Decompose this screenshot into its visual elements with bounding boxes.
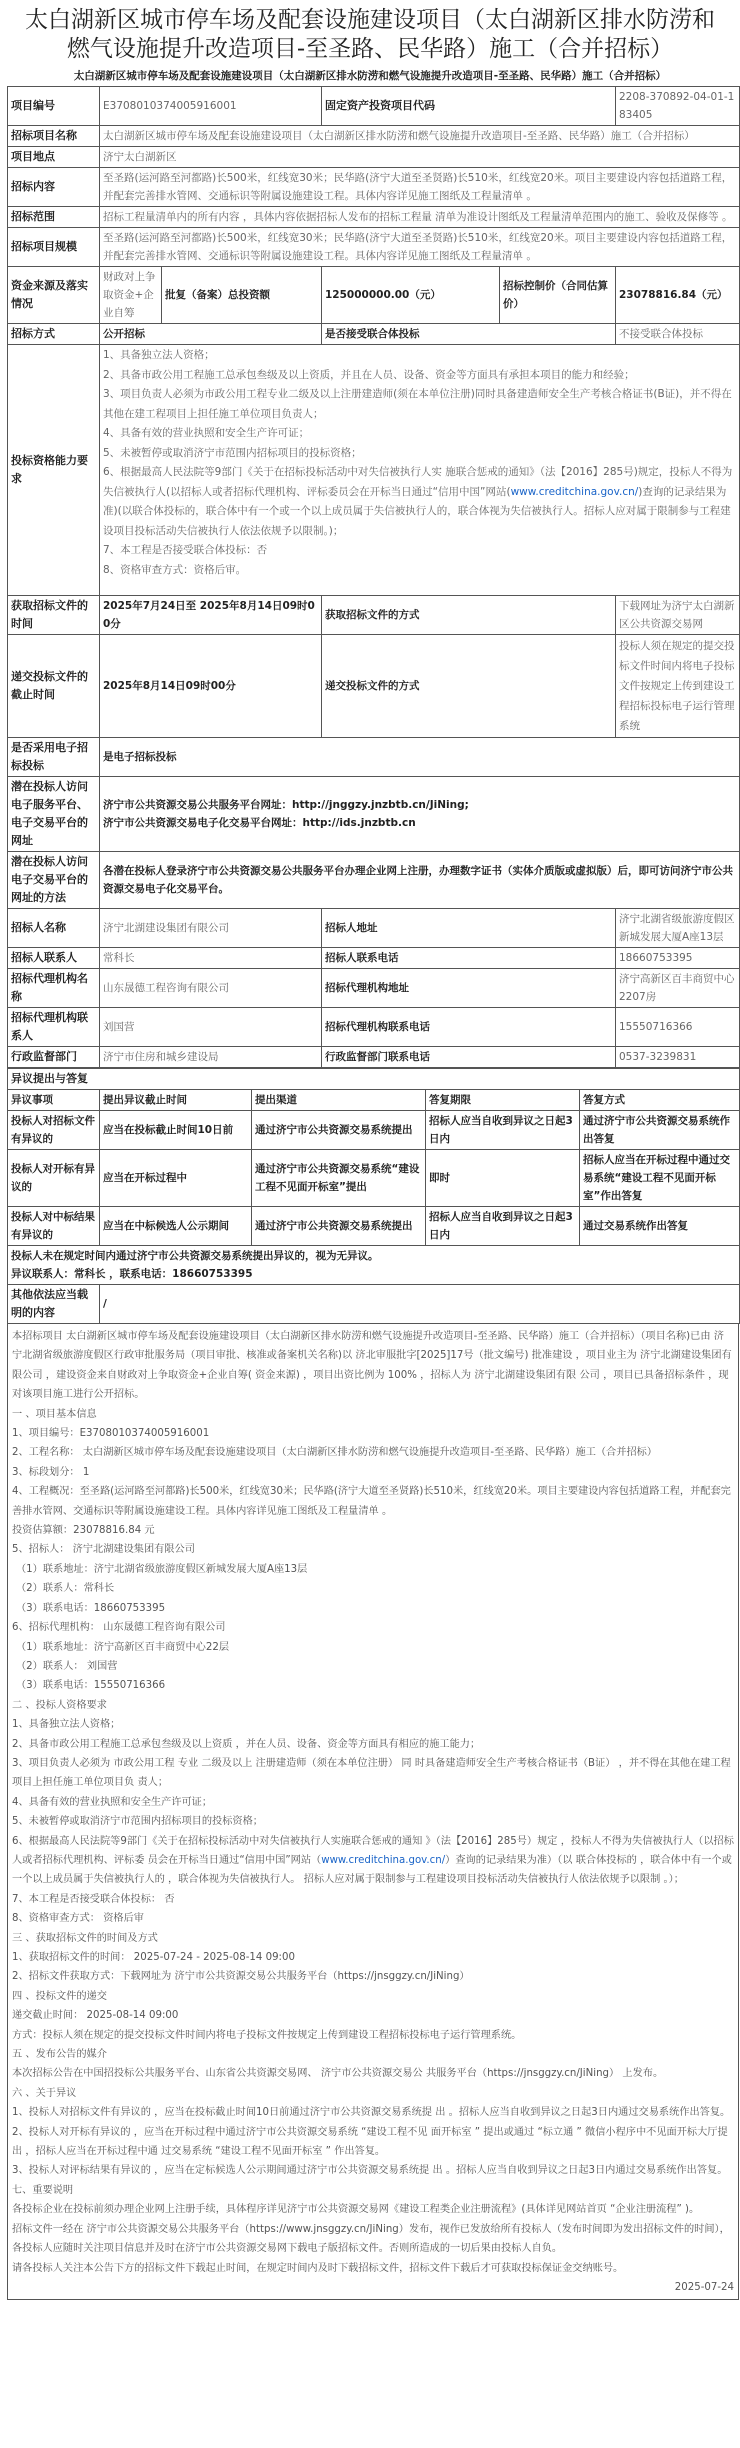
objection-table bbox=[7, 1068, 740, 1324]
project-no-value: E3708010374005916001 bbox=[100, 87, 322, 126]
objection-contact: 异议联系人：常科长 ，联系电话：18660753395 bbox=[11, 1268, 253, 1280]
objection-cell: 通过济宁市公共资源交易系统作出答复 bbox=[580, 1111, 740, 1150]
tenderer-address-label: 招标人地址 bbox=[322, 909, 616, 948]
location-value: 济宁太白湖新区 bbox=[100, 147, 740, 168]
table-row bbox=[8, 324, 740, 345]
method-value: 公开招标 bbox=[100, 324, 322, 345]
qual-item: 1、具备独立法人资格； bbox=[103, 349, 215, 361]
supervisor-phone-value: 0537-3239831 bbox=[616, 1047, 740, 1068]
access-method-value: 各潜在投标人登录济宁市公共资源交易公共服务平台办理企业网上注册，办理数字证书（实体介质版或虚拟版）后，即可访问济宁市公共资源交易电子化交易平台。 bbox=[100, 852, 740, 909]
section-heading: 五 、发布公告的媒介 bbox=[12, 2049, 107, 2061]
body-line: （3）联系电话：18660753395 bbox=[16, 1602, 166, 1614]
section-heading: 一 、项目基本信息 bbox=[12, 1408, 97, 1420]
body-line: 3、投标人对评标结果有异议的 ，应当在定标候选人公示期间通过济宁市公共资源交易系统提 出 。招标人应当自收到异议之日起3日内通过交易系统作出答复。 bbox=[12, 2165, 728, 2177]
content-label: 招标内容 bbox=[8, 168, 100, 207]
objection-header-row bbox=[8, 1090, 740, 1111]
supervisor-phone-label: 行政监督部门联系电话 bbox=[322, 1047, 616, 1068]
qual-item-6-text-end: )查询的记录结果为准)(以联合体投标的，联合体中有一个或一个以上成员属于失信被执行人的，联合体视为失信被执行人。招标人应对属于限制参与工程建设项目投标活动失信被执行人依法依规予以限制。)； bbox=[103, 485, 731, 537]
objection-cell: 招标人应当自收到异议之日起3日内 bbox=[426, 1207, 580, 1246]
tenderer-contact-label: 招标人联系人 bbox=[8, 948, 100, 969]
body-line: （1）联系地址：济宁高新区百丰商贸中心22层 bbox=[16, 1641, 230, 1653]
consortium-label: 是否接受联合体投标 bbox=[322, 324, 616, 345]
objection-note: 投标人未在规定时间内通过济宁市公共资源交易系统提出异议的，视为无异议。 bbox=[11, 1250, 379, 1262]
body-line: 2、具备市政公用工程施工总承包叁级及以上资质 ，并在人员、设备、资金等方面具有相应的施工能力； bbox=[12, 1738, 481, 1750]
body-line bbox=[12, 1832, 734, 1890]
section-heading: 二 、投标人资格要求 bbox=[12, 1699, 107, 1711]
objection-cell: 投标人对中标结果有异议的 bbox=[8, 1207, 100, 1246]
project-name-label: 招标项目名称 bbox=[8, 126, 100, 147]
electronic-value: 是电子招标投标 bbox=[100, 738, 740, 777]
get-method-value: 下载网址为济宁太白湖新区公共资源交易网 bbox=[616, 596, 740, 635]
column-header: 异议事项 bbox=[8, 1090, 100, 1111]
table-row bbox=[8, 267, 740, 324]
body-line: 各投标企业在投标前须办理企业网上注册手续，具体程序详见济宁市公共资源交易网《建设工程类企业注册流程》(具体详见网站首页 “企业注册流程” )。 bbox=[12, 2204, 700, 2216]
qual-item-6-text: 6、根据最高人民法院等9部门《关于在招标投标活动中对失信被执行人实 施联合惩戒的通知》（法【2016】285号)规定，投标人不得为失信被执行人(以招标人或者招标代理机构、评标委员会在开标当日通过“信用中国”网站( bbox=[103, 466, 733, 498]
column-header: 答复方式 bbox=[580, 1090, 740, 1111]
objection-row bbox=[8, 1111, 740, 1150]
table-row bbox=[8, 969, 740, 1008]
table-row bbox=[8, 228, 740, 267]
body-line: 本次招标公告在中国招投标公共服务平台、山东省公共资源交易网、 济宁市公共资源交易公 共服务平台（https://jnsggzy.cn/JiNing） 上发布。 bbox=[12, 2068, 664, 2080]
e-trading-platform-link[interactable]: 济宁市公共资源交易电子化交易平台网址：http://ids.jnzbtb.cn bbox=[103, 817, 416, 829]
body-line: 4、具备有效的营业执照和安全生产许可证； bbox=[12, 1796, 213, 1808]
qual-item: 3、项目负责人必须为市政公用工程专业二级及以上注册建造师(须在本单位注册)同时具备建造师安全生产考核合格证书(B证)，并不得在其他在建工程项目上担任施工单位项目负责人； bbox=[103, 388, 732, 420]
table-row bbox=[8, 596, 740, 635]
submit-method-label: 递交投标文件的方式 bbox=[322, 635, 616, 738]
objection-cell: 应当在中标候选人公示期间 bbox=[100, 1207, 252, 1246]
objection-cell: 投标人对开标有异议的 bbox=[8, 1150, 100, 1207]
section-heading: 七、重要说明 bbox=[12, 2184, 74, 2196]
qual-item: 5、未被暂停或取消济宁市范围内招标项目的投标资格； bbox=[103, 446, 362, 459]
method-label: 招标方式 bbox=[8, 324, 100, 345]
project-name-value: 太白湖新区城市停车场及配套设施建设项目（太白湖新区排水防涝和燃气设施提升改造项目-至圣路、民华路）施工（合并招标） bbox=[100, 126, 740, 147]
fund-value: 财政对上争取资金+企业自筹 bbox=[100, 267, 162, 324]
objection-cell: 应当在开标过程中 bbox=[100, 1150, 252, 1207]
fixed-code-label: 固定资产投资项目代码 bbox=[322, 87, 616, 126]
scale-label: 招标项目规模 bbox=[8, 228, 100, 267]
objection-notes bbox=[8, 1246, 740, 1285]
section-heading: 四 、投标文件的递交 bbox=[12, 1990, 107, 2002]
scale-value: 至圣路(运河路至河都路)长500米，红线宽30米；民华路(济宁大道至圣贤路)长510米，红线宽20米。项目主要建设内容包括道路工程，并配套完善排水管网、交通标识等附属设施建设工程。具体内容详见施工图纸及工程量清单 。 bbox=[100, 228, 740, 267]
tenderer-contact-value: 常科长 bbox=[100, 948, 322, 969]
objection-cell: 通过济宁市公共资源交易系统提出 bbox=[252, 1111, 426, 1150]
objection-cell: 即时 bbox=[426, 1150, 580, 1207]
total-invest-value: 125000000.00（元） bbox=[322, 267, 500, 324]
creditchina-link[interactable]: www.creditchina.gov.cn/ bbox=[510, 485, 639, 498]
table-row bbox=[8, 87, 740, 126]
page-subtitle: 太白湖新区城市停车场及配套设施建设项目（太白湖新区排水防涝和燃气设施提升改造项目-至圣路、民华路）施工（合并招标） bbox=[73, 70, 667, 82]
table-row bbox=[8, 635, 740, 738]
qual-item: 8、资格审查方式：资格后审。 bbox=[103, 563, 247, 576]
table-row bbox=[8, 147, 740, 168]
table-row bbox=[8, 126, 740, 147]
supervisor-label: 行政监督部门 bbox=[8, 1047, 100, 1068]
public-service-platform-link[interactable]: 济宁市公共资源交易公共服务平台网址：http://jnggzy.jnzbtb.cn/JiNing; bbox=[103, 799, 469, 811]
body-line: 7、本工程是否接受联合体投标： 否 bbox=[12, 1893, 175, 1905]
project-no-label: 项目编号 bbox=[8, 87, 100, 126]
table-row bbox=[8, 738, 740, 777]
body-line: （2）联系人：常科长 bbox=[16, 1583, 115, 1595]
scope-label: 招标范围 bbox=[8, 207, 100, 228]
fund-label: 资金来源及落实情况 bbox=[8, 267, 100, 324]
agency-contact-label: 招标代理机构联系人 bbox=[8, 1008, 100, 1047]
body-line: 2、招标文件获取方式：下载网址为 济宁市公共资源交易公共服务平台（https://jnsggzy.cn/JiNing） bbox=[12, 1971, 470, 1983]
column-header: 答复期限 bbox=[426, 1090, 580, 1111]
body-line: （2）联系人： 刘国营 bbox=[16, 1660, 118, 1672]
body-text: ）查询的记录结果为准）（以 联合体投标的 ，联合体中有一个或一个以上成员属于失信被执行人的 ，联合体视为失信被执行人。 招标人应对属于限制参与工程建设项目投标活动失信被执行人依法依规予以限制 。）； bbox=[12, 1854, 732, 1886]
body-line: 3、项目负责人必须为 市政公用工程 专业 二级及以上 注册建造师（须在本单位注册） 同 时具备建造师安全生产考核合格证书（B证） ，并不得在其他在建工程项目上担任施工单位项目负 责人； bbox=[12, 1757, 731, 1789]
tenderer-phone-label: 招标人联系电话 bbox=[322, 948, 616, 969]
objection-cell: 招标人应当自收到异议之日起3日内 bbox=[426, 1111, 580, 1150]
qual-item: 7、本工程是否接受联合体投标：否 bbox=[103, 544, 268, 556]
body-line: （3）联系电话：15550716366 bbox=[16, 1680, 166, 1692]
agency-value: 山东晟德工程咨询有限公司 bbox=[100, 969, 322, 1008]
content-value: 至圣路(运河路至河都路)长500米，红线宽30米；民华路(济宁大道至圣贤路)长510米，红线宽20米。项目主要建设内容包括道路工程，并配套完善排水管网、交通标识等附属设施建设工程。具体内容详见施工图纸及工程量清单 。 bbox=[100, 168, 740, 207]
scope-value: 招标工程量清单内的所有内容 ，具体内容依据招标人发布的招标工程量 清单为准设计图纸及工程量清单范围内的施工、验收及保修等 。 bbox=[100, 207, 740, 228]
body-line: 1、获取招标文件的时间： 2025-07-24 - 2025-08-14 09:00 bbox=[12, 1952, 295, 1963]
other-content-value: / bbox=[100, 1285, 740, 1324]
body-line: 8、资格审查方式： 资格后审 bbox=[12, 1913, 144, 1925]
qual-item: 4、具备有效的营业执照和安全生产许可证； bbox=[103, 427, 310, 439]
fixed-code-value: 2208-370892-04-01-183405 bbox=[616, 87, 740, 126]
objection-row bbox=[8, 1150, 740, 1207]
body-line: （1）联系地址：济宁北湖省级旅游度假区新城发展大厦A座13层 bbox=[16, 1563, 308, 1575]
total-invest-label: 批复（备案）总投资额 bbox=[162, 267, 322, 324]
objection-cell: 应当在投标截止时间10日前 bbox=[100, 1111, 252, 1150]
table-row bbox=[8, 207, 740, 228]
agency-contact-value: 刘国营 bbox=[100, 1008, 322, 1047]
control-price-label: 招标控制价（合同估算价） bbox=[500, 267, 616, 324]
body-line: 5、未被暂停或取消济宁市范围内招标项目的投标资格； bbox=[12, 1816, 263, 1828]
objection-cell: 通过济宁市公共资源交易系统“建设工程不见面开标室”提出 bbox=[252, 1150, 426, 1207]
agency-phone-label: 招标代理机构联系电话 bbox=[322, 1008, 616, 1047]
objection-cell: 招标人应当在开标过程中通过交易系统“建设工程不见面开标室”作出答复 bbox=[580, 1150, 740, 1207]
get-time-label: 获取招标文件的时间 bbox=[8, 596, 100, 635]
table-row bbox=[8, 1047, 740, 1068]
get-time-value: 2025年7月24日至 2025年8月14日09时00分 bbox=[100, 596, 322, 635]
control-price-value: 23078816.84（元） bbox=[616, 267, 740, 324]
body-line: 1、投标人对招标文件有异议的 ，应当在投标截止时间10日前通过济宁市公共资源交易系统提 出 。招标人应当自收到异议之日起3日内通过交易系统作出答复。 bbox=[12, 2107, 731, 2119]
qual-item-6 bbox=[103, 463, 736, 541]
platform-urls bbox=[100, 777, 740, 852]
body-text: 6、根据最高人民法院等9部门《关于在招标投标活动中对失信被执行人实施联合惩戒的通知 》（法【2016】285号）规定 ，投标人不得为失信被执行人（以招标人或者招标代理机构、评标委 员会在开标当日通过“信用中国”网站（ bbox=[12, 1835, 734, 1866]
agency-phone-value: 15550716366 bbox=[616, 1008, 740, 1047]
table-row bbox=[8, 777, 740, 852]
consortium-value: 不接受联合体投标 bbox=[616, 324, 740, 345]
objection-cell: 通过济宁市公共资源交易系统提出 bbox=[252, 1207, 426, 1246]
qualification-requirements bbox=[100, 345, 740, 596]
electronic-label: 是否采用电子招标投标 bbox=[8, 738, 100, 777]
column-header: 提出渠道 bbox=[252, 1090, 426, 1111]
body-line: 2、工程名称： 太白湖新区城市停车场及配套设施建设项目（太白湖新区排水防涝和燃气设施提升改造项目-至圣路、民华路）施工（合并招标） bbox=[12, 1447, 658, 1459]
objection-cell: 投标人对招标文件有异议的 bbox=[8, 1111, 100, 1150]
table-row bbox=[8, 852, 740, 909]
platform-url-label: 潜在投标人访问电子服务平台、电子交易平台的网址 bbox=[8, 777, 100, 852]
submit-method-value: 投标人须在规定的提交投标文件时间内将电子投标文件按规定上传到建设工程招标投标电子运行管理系统 bbox=[616, 635, 740, 738]
announcement-body bbox=[7, 1324, 739, 2300]
tenderer-phone-value: 18660753395 bbox=[616, 948, 740, 969]
submit-deadline-value: 2025年8月14日09时00分 bbox=[100, 635, 322, 738]
objection-section-title: 异议提出与答复 bbox=[8, 1069, 740, 1090]
table-row bbox=[8, 909, 740, 948]
body-line: 方式：投标人须在规定的提交投标文件时间内将电子投标文件按规定上传到建设工程招标投标电子运行管理系统。 bbox=[12, 2029, 522, 2041]
page-title: 太白湖新区城市停车场及配套设施建设项目（太白湖新区排水防涝和燃气设施提升改造项目-至圣路、民华路）施工（合并招标） bbox=[25, 7, 715, 62]
tenderer-label: 招标人名称 bbox=[8, 909, 100, 948]
table-row bbox=[8, 1069, 740, 1090]
section-heading: 六 、关于异议 bbox=[12, 2087, 77, 2099]
other-content-label: 其他依法应当载明的内容 bbox=[8, 1285, 100, 1324]
location-label: 项目地点 bbox=[8, 147, 100, 168]
qualification-label: 投标资格能力要求 bbox=[8, 345, 100, 596]
tenderer-value: 济宁北湖建设集团有限公司 bbox=[100, 909, 322, 948]
table-row bbox=[8, 1246, 740, 1285]
qual-item: 2、具备市政公用工程施工总承包叁级及以上资质，并且在人员、设备、资金等方面具有承担本项目的能力和经验； bbox=[103, 368, 635, 381]
column-header: 提出异议截止时间 bbox=[100, 1090, 252, 1111]
body-line: 2、投标人对开标有异议的 ，应当在开标过程中通过济宁市公共资源交易系统 “建设工程不见 面开标室 ” 提出或通过 “标立通 ” 微信小程序中不见面开标大厅提出 ，招标人应当在开标过程中通 过交易系统 “建设工程不见面开标室 ” 作出答复。 bbox=[12, 2126, 728, 2158]
section-heading: 三 、获取招标文件的时间及方式 bbox=[12, 1932, 158, 1944]
body-line: 1、项目编号：E3708010374005916001 bbox=[12, 1428, 210, 1440]
agency-address-value: 济宁高新区百丰商贸中心2207房 bbox=[616, 969, 740, 1008]
tenderer-address-value: 济宁北湖省级旅游度假区新城发展大厦A座13层 bbox=[616, 909, 740, 948]
table-row bbox=[8, 1008, 740, 1047]
agency-label: 招标代理机构名称 bbox=[8, 969, 100, 1008]
table-row bbox=[8, 168, 740, 207]
intro-paragraph: 本招标项目 太白湖新区城市停车场及配套设施建设项目（太白湖新区排水防涝和燃气设施提升改造项目-至圣路、民华路）施工（合并招标）（项目名称)已由 济宁北湖省级旅游度假区行政审批服务局（项目审批、核准或备案机关名称)以 济北审服批字[2025]17号（批文编号) 批准建设 ，项目业主为 济宁北湖建设集团有限公司 ，建设资金来自财政对上争取资金+企业自筹( 资金来源) ，项目出资比例为 100% ，招标人为 济宁北湖建设集团有限 公司 ，项目已具备招标条件 ，现对该项目施工进行公开招标。 bbox=[12, 1331, 732, 1401]
supervisor-value: 济宁市住房和城乡建设局 bbox=[100, 1047, 322, 1068]
submit-deadline-label: 递交投标文件的截止时间 bbox=[8, 635, 100, 738]
objection-cell: 通过交易系统作出答复 bbox=[580, 1207, 740, 1246]
access-method-label: 潜在投标人访问电子交易平台的网址的方法 bbox=[8, 852, 100, 909]
body-line: 招标文件一经在 济宁市公共资源交易公共服务平台（https://www.jnsggzy.cn/JiNing）发布，视作已发放给所有投标人（发布时间即为发出招标文件的时间），各投标人应随时关注项目信息并及时在济宁市公共资源交易网下载电子版招标文件。否则所造成的一切后果由投标人自负。 bbox=[12, 2223, 730, 2255]
table-row bbox=[8, 948, 740, 969]
body-line: 1、具备独立法人资格； bbox=[12, 1719, 121, 1731]
table-row bbox=[8, 345, 740, 596]
body-line: 6、招标代理机构： 山东晟德工程咨询有限公司 bbox=[12, 1622, 226, 1634]
body-line: 投资估算额：23078816.84 元 bbox=[12, 1525, 155, 1537]
project-info-table bbox=[7, 86, 740, 1068]
table-row bbox=[8, 1285, 740, 1324]
body-line: 3、标段划分： 1 bbox=[12, 1466, 90, 1478]
body-line: 请各投标人关注本公告下方的招标文件下载起止时间，在规定时间内及时下载招标文件，招标文件下载后才可获取投标保证金交纳账号。 bbox=[12, 2262, 624, 2274]
objection-row bbox=[8, 1207, 740, 1246]
creditchina-link[interactable]: www.creditchina.gov.cn/ bbox=[321, 1854, 446, 1866]
body-line: 递交截止时间： 2025-08-14 09:00 bbox=[12, 2010, 179, 2022]
body-line: 5、招标人： 济宁北湖建设集团有限公司 bbox=[12, 1544, 195, 1556]
get-method-label: 获取招标文件的方式 bbox=[322, 596, 616, 635]
body-line: 4、工程概况：至圣路(运河路至河都路)长500米，红线宽30米；民华路(济宁大道至圣贤路)长510米，红线宽20米。项目主要建设内容包括道路工程，并配套完善排水管网、交通标识等附属设施建设工程。具体内容详见施工图纸及工程量清单 。 bbox=[12, 1486, 731, 1517]
publish-date: 2025-07-24 bbox=[674, 2281, 734, 2293]
agency-address-label: 招标代理机构地址 bbox=[322, 969, 616, 1008]
